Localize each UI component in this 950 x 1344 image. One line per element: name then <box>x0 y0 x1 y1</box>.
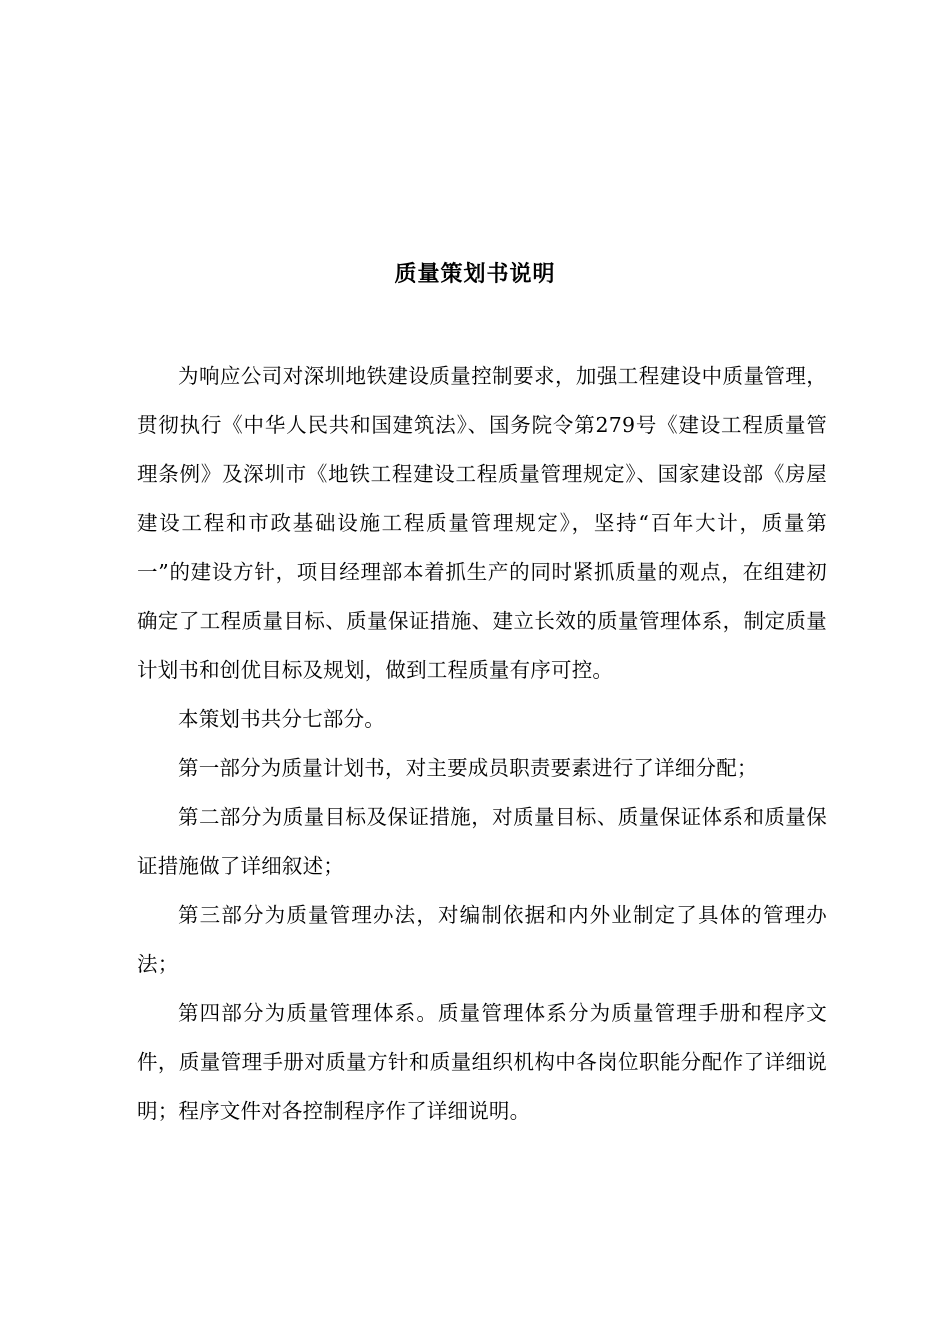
paragraph-part-three: 第三部分为质量管理办法，对编制依据和内外业制定了具体的管理办法； <box>137 903 827 976</box>
paragraph-part-one: 第一部分为质量计划书，对主要成员职责要素进行了详细分配； <box>178 756 758 780</box>
paragraph-overview: 本策划书共分七部分。 <box>178 707 385 731</box>
paragraph-part-four: 第四部分为质量管理体系。质量管理体系分为质量管理手册和程序文件，质量管理手册对质量方针和质量组织机构中各岗位职能分配作了详细说明；程序文件对各控制程序作了详细说明。 <box>137 1001 827 1123</box>
document-title: 质量策划书说明 <box>394 261 556 287</box>
document-body <box>137 352 827 1136</box>
paragraph-intro: 为响应公司对深圳地铁建设质量控制要求，加强工程建设中质量管理，贯彻执行《中华人民共和国建筑法》、国务院令第279号《建设工程质量管理条例》及深圳市《地铁工程建设工程质量管理规定》、国家建设部《房屋建设工程和市政基础设施工程质量管理规定》，坚持“百年大计，质量第一”的建设方针，项目经理部本着抓生产的同时紧抓质量的观点，在组建初确定了工程质量目标、质量保证措施、建立长效的质量管理体系，制定质量计划书和创优目标及规划，做到工程质量有序可控。 <box>137 364 827 682</box>
paragraph-part-two: 第二部分为质量目标及保证措施，对质量目标、质量保证体系和质量保证措施做了详细叙述； <box>137 805 827 878</box>
